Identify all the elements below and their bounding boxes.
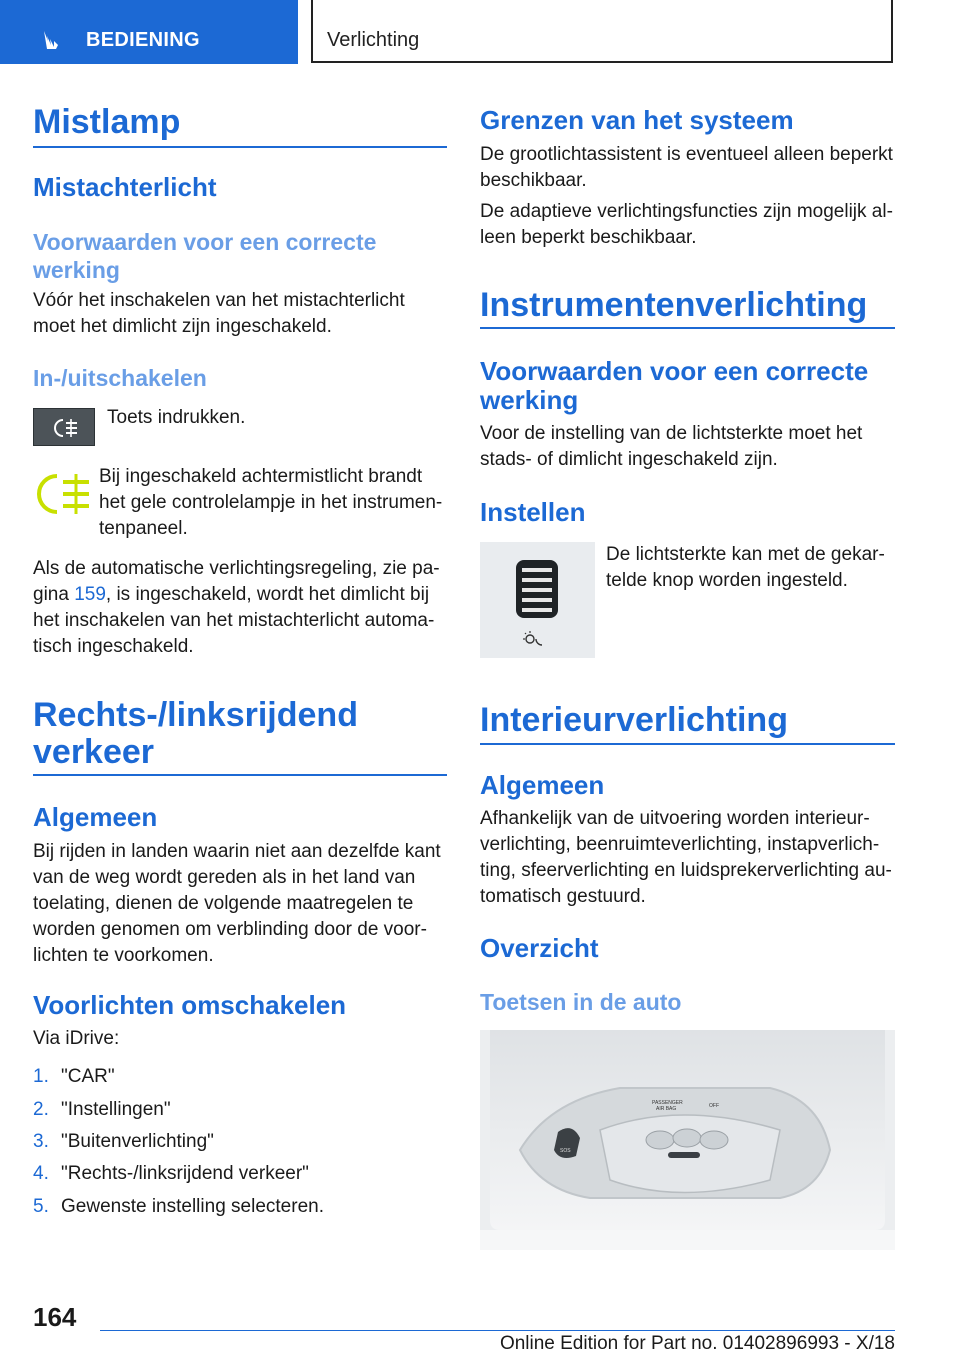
heading-grenzen: Grenzen van het systeem xyxy=(480,105,794,135)
list-text: Gewenste instelling selecteren. xyxy=(61,1196,324,1217)
photo-label-passenger: PASSENGER xyxy=(652,1100,683,1106)
list-number: 5. xyxy=(33,1196,49,1217)
paragraph-grenzen-2: De adaptieve verlichtingsfuncties zijn mogelijk alleen beperkt beschikbaar. xyxy=(480,201,893,248)
paragraph-instellen: De lichtsterkte kan met de gekartelde knop worden ingesteld. xyxy=(606,544,885,591)
page-link-159[interactable]: 159 xyxy=(74,584,106,605)
heading-instellen: Instellen xyxy=(480,497,586,527)
overhead-console-illustration xyxy=(480,1030,895,1250)
photo-label-off: OFF xyxy=(709,1103,719,1109)
paragraph-voorwaarden: Vóór het inschakelen van het mistachterlicht moet het dimlicht zijn ingeschakeld. xyxy=(33,290,405,337)
section-tab[interactable] xyxy=(0,0,298,64)
knurled-knob-icon xyxy=(480,542,595,658)
page-number: 164 xyxy=(33,1302,77,1332)
heading-mistlamp: Mistlamp xyxy=(33,103,181,141)
heading-rechts-links: Rechts-/linksrijdend verkeer xyxy=(33,696,358,771)
heading-interieurverlichting: Interieurverlichting xyxy=(480,701,788,739)
heading-inuitschakelen: In-/uitschakelen xyxy=(33,365,207,391)
rear-fog-light-icon xyxy=(51,417,79,439)
hand-pointer-icon xyxy=(40,28,62,50)
list-text: "Buitenverlichting" xyxy=(61,1131,214,1152)
paragraph-algemeen-right: Afhankelijk van de uitvoering worden interieurverlichting, beenruimteverlichting, instapverlichting, sfeerverlichting en luidsprekerverlichting automatisch gestuurd. xyxy=(480,808,892,907)
fog-light-button-image xyxy=(33,408,95,446)
chapter-tab[interactable] xyxy=(311,0,893,63)
list-number: 2. xyxy=(33,1099,49,1120)
heading-rule xyxy=(33,146,447,148)
section-label: BEDIENING xyxy=(86,29,200,51)
heading-voorlichten: Voorlichten omschakelen xyxy=(33,990,347,1020)
list-text: "Instellingen" xyxy=(61,1099,171,1120)
heading-mistachterlicht: Mistachterlicht xyxy=(33,172,217,202)
heading-toetsen: Toetsen in de auto xyxy=(480,989,682,1015)
photo-label-sos: SOS xyxy=(560,1148,571,1154)
heading-algemeen-right: Algemeen xyxy=(480,770,605,800)
heading-overzicht: Overzicht xyxy=(480,933,599,963)
heading-rule xyxy=(480,743,895,745)
list-number: 4. xyxy=(33,1163,49,1184)
chapter-label: Verlichting xyxy=(327,29,420,51)
paragraph-grenzen-1: De grootlichtassistent is eventueel alleen beperkt beschikbaar. xyxy=(480,144,893,191)
footer-rule xyxy=(100,1330,895,1331)
list-text: "Rechts-/linksrijdend verkeer" xyxy=(61,1163,309,1184)
heading-voorwaarden: Voorwaarden voor een correcte werking xyxy=(33,229,377,283)
paragraph-voorwaarden-right: Voor de instelling van de lichtsterkte moet het stads- of dimlicht ingeschakeld zijn. xyxy=(480,423,863,470)
photo-label-airbag: AIR BAG xyxy=(656,1106,677,1112)
paragraph-automatic-part1: Als de automatische verlichtingsregeling, zie pagina xyxy=(33,558,440,605)
paragraph-algemeen-left: Bij rijden in landen waarin niet aan dezelfde kant van de weg wordt gereden als in het land van toelating, dienen de volgende maatregelen te worden genomen om verblinding door de voorlichten te voorkomen. xyxy=(33,841,441,966)
paragraph-toets: Toets indrukken. xyxy=(107,407,246,428)
list-text: "CAR" xyxy=(61,1066,115,1087)
paragraph-via-idrive: Via iDrive: xyxy=(33,1028,120,1049)
paragraph-indicator: Bij ingeschakeld achtermistlicht brandt het gele controlelampje in het instrumentenpaneel. xyxy=(99,466,443,539)
heading-algemeen-left: Algemeen xyxy=(33,802,158,832)
list-number: 1. xyxy=(33,1066,49,1087)
paragraph-automatic xyxy=(33,556,447,660)
dimmer-knob-image xyxy=(480,542,595,658)
paragraph-automatic-part2: , is ingeschakeld, wordt het dimlicht bij het inschakelen van het mistachterlicht automatisch ingeschakeld. xyxy=(33,584,435,657)
heading-rule xyxy=(33,774,447,776)
heading-rule xyxy=(480,327,895,329)
heading-instrumentenverlichting: Instrumentenverlichting xyxy=(480,286,868,324)
list-number: 3. xyxy=(33,1131,49,1152)
overhead-console-photo xyxy=(480,1030,895,1250)
footer-edition: Online Edition for Part no. 01402896993 - X/18 xyxy=(499,1333,895,1354)
fog-indicator-icon xyxy=(33,468,95,520)
heading-voorwaarden-right: Voorwaarden voor een correcte werking xyxy=(480,356,869,415)
